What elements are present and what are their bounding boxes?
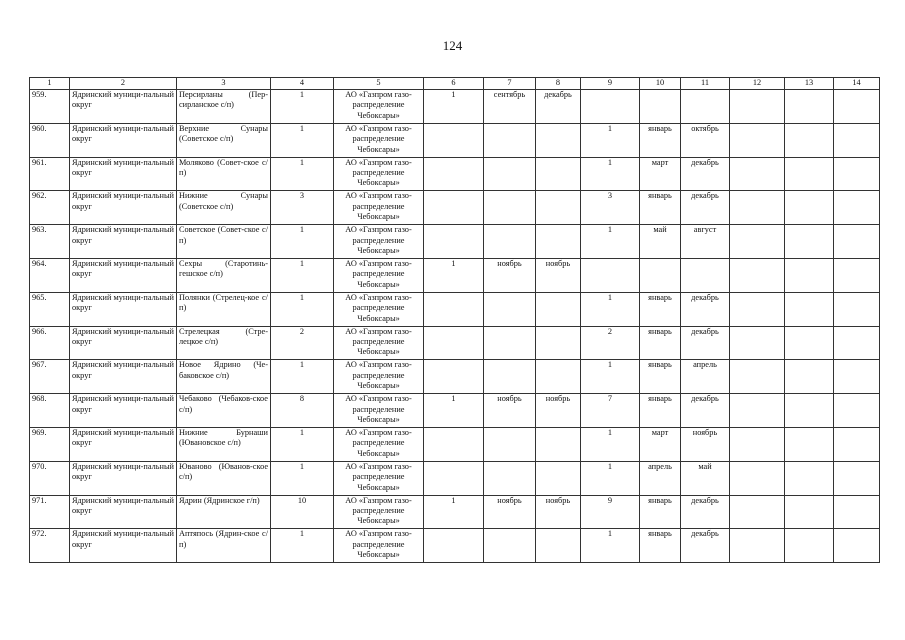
col8-cell [536, 326, 581, 360]
table-row [30, 225, 880, 259]
col9-cell: 1 [581, 225, 640, 259]
district-cell: Ядринский муници-пальный округ [70, 191, 177, 225]
col6-cell: 1 [424, 258, 484, 292]
district-cell: Ядринский муници-пальный округ [70, 360, 177, 394]
col10-cell: январь [640, 529, 681, 563]
col11-cell: декабрь [681, 326, 730, 360]
col11-cell [681, 90, 730, 124]
col6-cell [424, 461, 484, 495]
col11-cell: декабрь [681, 529, 730, 563]
col13-cell [785, 495, 834, 529]
col12-cell [730, 225, 785, 259]
organization-cell: АО «Газпром газо-распределение Чебоксары» [334, 258, 424, 292]
settlement-cell: Ядрин (Ядринское г/п) [177, 495, 271, 529]
column-header: 5 [334, 78, 424, 90]
col12-cell [730, 292, 785, 326]
col14-cell [834, 326, 880, 360]
col9-cell: 7 [581, 394, 640, 428]
quantity-cell: 1 [271, 360, 334, 394]
quantity-cell: 1 [271, 427, 334, 461]
col7-cell [484, 225, 536, 259]
row-number-cell: 969. [30, 427, 70, 461]
settlement-cell: Нижние Бурнаши (Ювановское с/п) [177, 427, 271, 461]
organization-cell: АО «Газпром газо-распределение Чебоксары» [334, 225, 424, 259]
col11-cell: декабрь [681, 394, 730, 428]
col10-cell: май [640, 225, 681, 259]
col10-cell: январь [640, 123, 681, 157]
table-row [30, 123, 880, 157]
table-row [30, 157, 880, 191]
organization-cell: АО «Газпром газо-распределение Чебоксары» [334, 123, 424, 157]
col9-cell: 1 [581, 461, 640, 495]
settlement-cell: Сехры (Старотинь-гешское с/п) [177, 258, 271, 292]
quantity-cell: 3 [271, 191, 334, 225]
district-cell: Ядринский муници-пальный округ [70, 123, 177, 157]
col14-cell [834, 123, 880, 157]
organization-cell: АО «Газпром газо-распределение Чебоксары» [334, 90, 424, 124]
col12-cell [730, 529, 785, 563]
col11-cell: ноябрь [681, 427, 730, 461]
column-header: 4 [271, 78, 334, 90]
col14-cell [834, 529, 880, 563]
col7-cell [484, 529, 536, 563]
district-cell: Ядринский муници-пальный округ [70, 157, 177, 191]
row-number-cell: 962. [30, 191, 70, 225]
header-row [30, 78, 880, 90]
quantity-cell: 10 [271, 495, 334, 529]
table-row [30, 461, 880, 495]
col6-cell [424, 191, 484, 225]
col12-cell [730, 123, 785, 157]
col6-cell [424, 157, 484, 191]
col14-cell [834, 157, 880, 191]
table-row [30, 258, 880, 292]
col12-cell [730, 495, 785, 529]
col7-cell [484, 461, 536, 495]
settlement-cell: Новое Ядрино (Че-баковское с/п) [177, 360, 271, 394]
settlement-cell: Моляково (Совет-ское с/п) [177, 157, 271, 191]
settlement-cell: Советское (Совет-ское с/п) [177, 225, 271, 259]
col8-cell [536, 461, 581, 495]
col8-cell [536, 292, 581, 326]
col7-cell [484, 360, 536, 394]
district-cell: Ядринский муници-пальный округ [70, 495, 177, 529]
quantity-cell: 8 [271, 394, 334, 428]
column-header: 9 [581, 78, 640, 90]
column-header: 11 [681, 78, 730, 90]
col11-cell: декабрь [681, 495, 730, 529]
col6-cell: 1 [424, 90, 484, 124]
col11-cell: декабрь [681, 191, 730, 225]
col11-cell: декабрь [681, 292, 730, 326]
col7-cell [484, 326, 536, 360]
quantity-cell: 1 [271, 529, 334, 563]
col12-cell [730, 90, 785, 124]
col10-cell [640, 90, 681, 124]
quantity-cell: 1 [271, 123, 334, 157]
col14-cell [834, 292, 880, 326]
table-row [30, 360, 880, 394]
col13-cell [785, 191, 834, 225]
col11-cell: май [681, 461, 730, 495]
organization-cell: АО «Газпром газо-распределение Чебоксары» [334, 461, 424, 495]
col14-cell [834, 495, 880, 529]
col13-cell [785, 90, 834, 124]
col10-cell [640, 258, 681, 292]
col9-cell: 1 [581, 360, 640, 394]
quantity-cell: 1 [271, 90, 334, 124]
table-row [30, 427, 880, 461]
col8-cell: ноябрь [536, 258, 581, 292]
col8-cell [536, 529, 581, 563]
col6-cell [424, 360, 484, 394]
settlement-cell: Полянки (Стрелец-кое с/п) [177, 292, 271, 326]
district-cell: Ядринский муници-пальный округ [70, 427, 177, 461]
col10-cell: март [640, 427, 681, 461]
row-number-cell: 965. [30, 292, 70, 326]
row-number-cell: 960. [30, 123, 70, 157]
col6-cell [424, 225, 484, 259]
col8-cell [536, 360, 581, 394]
col12-cell [730, 461, 785, 495]
col7-cell [484, 123, 536, 157]
district-cell: Ядринский муници-пальный округ [70, 394, 177, 428]
table-row [30, 191, 880, 225]
column-header: 7 [484, 78, 536, 90]
col13-cell [785, 157, 834, 191]
organization-cell: АО «Газпром газо-распределение Чебоксары» [334, 427, 424, 461]
col13-cell [785, 292, 834, 326]
col9-cell: 1 [581, 529, 640, 563]
col8-cell [536, 157, 581, 191]
col11-cell: декабрь [681, 157, 730, 191]
col10-cell: январь [640, 326, 681, 360]
settlement-cell: Нижние Сунары (Советское с/п) [177, 191, 271, 225]
column-header: 10 [640, 78, 681, 90]
col7-cell [484, 157, 536, 191]
col6-cell [424, 529, 484, 563]
col10-cell: январь [640, 191, 681, 225]
col8-cell: ноябрь [536, 394, 581, 428]
table-row [30, 529, 880, 563]
row-number-cell: 964. [30, 258, 70, 292]
row-number-cell: 970. [30, 461, 70, 495]
col14-cell [834, 461, 880, 495]
col7-cell: сентябрь [484, 90, 536, 124]
col11-cell [681, 258, 730, 292]
district-cell: Ядринский муници-пальный округ [70, 225, 177, 259]
row-number-cell: 968. [30, 394, 70, 428]
gasification-schedule-table [29, 77, 880, 563]
col14-cell [834, 427, 880, 461]
col6-cell [424, 427, 484, 461]
column-header: 12 [730, 78, 785, 90]
col10-cell: март [640, 157, 681, 191]
settlement-cell: Персирланы (Пер-сирланское с/п) [177, 90, 271, 124]
col7-cell [484, 427, 536, 461]
col6-cell [424, 326, 484, 360]
col7-cell [484, 191, 536, 225]
col9-cell: 1 [581, 292, 640, 326]
col13-cell [785, 394, 834, 428]
col8-cell [536, 191, 581, 225]
col9-cell: 9 [581, 495, 640, 529]
district-cell: Ядринский муници-пальный округ [70, 90, 177, 124]
organization-cell: АО «Газпром газо-распределение Чебоксары» [334, 360, 424, 394]
settlement-cell: Чебаково (Чебаков-ское с/п) [177, 394, 271, 428]
col13-cell [785, 225, 834, 259]
col10-cell: январь [640, 360, 681, 394]
district-cell: Ядринский муници-пальный округ [70, 258, 177, 292]
district-cell: Ядринский муници-пальный округ [70, 529, 177, 563]
quantity-cell: 1 [271, 292, 334, 326]
row-number-cell: 963. [30, 225, 70, 259]
district-cell: Ядринский муници-пальный округ [70, 292, 177, 326]
col7-cell: ноябрь [484, 394, 536, 428]
column-header: 14 [834, 78, 880, 90]
settlement-cell: Юваново (Юванов-ское с/п) [177, 461, 271, 495]
settlement-cell: Верхние Сунары (Советское с/п) [177, 123, 271, 157]
col7-cell [484, 292, 536, 326]
col12-cell [730, 258, 785, 292]
row-number-cell: 972. [30, 529, 70, 563]
col13-cell [785, 427, 834, 461]
settlement-cell: Стрелецкая (Стре-лецкое с/п) [177, 326, 271, 360]
row-number-cell: 966. [30, 326, 70, 360]
row-number-cell: 967. [30, 360, 70, 394]
quantity-cell: 1 [271, 157, 334, 191]
column-header: 8 [536, 78, 581, 90]
quantity-cell: 1 [271, 461, 334, 495]
table-row [30, 394, 880, 428]
col11-cell: октябрь [681, 123, 730, 157]
organization-cell: АО «Газпром газо-распределение Чебоксары» [334, 326, 424, 360]
quantity-cell: 1 [271, 258, 334, 292]
col14-cell [834, 360, 880, 394]
col14-cell [834, 258, 880, 292]
column-header: 2 [70, 78, 177, 90]
col9-cell: 1 [581, 427, 640, 461]
table-body [30, 90, 880, 563]
col13-cell [785, 123, 834, 157]
col10-cell: январь [640, 394, 681, 428]
table-row [30, 495, 880, 529]
col11-cell: август [681, 225, 730, 259]
col13-cell [785, 461, 834, 495]
col12-cell [730, 157, 785, 191]
district-cell: Ядринский муници-пальный округ [70, 461, 177, 495]
organization-cell: АО «Газпром газо-распределение Чебоксары» [334, 394, 424, 428]
col13-cell [785, 326, 834, 360]
column-header: 13 [785, 78, 834, 90]
col14-cell [834, 394, 880, 428]
page-number: 124 [442, 38, 463, 53]
organization-cell: АО «Газпром газо-распределение Чебоксары» [334, 157, 424, 191]
row-number-cell: 961. [30, 157, 70, 191]
organization-cell: АО «Газпром газо-распределение Чебоксары» [334, 529, 424, 563]
col9-cell: 3 [581, 191, 640, 225]
column-header: 1 [30, 78, 70, 90]
col12-cell [730, 360, 785, 394]
col7-cell: ноябрь [484, 258, 536, 292]
col8-cell [536, 123, 581, 157]
col9-cell [581, 90, 640, 124]
table-row [30, 326, 880, 360]
row-number-cell: 971. [30, 495, 70, 529]
organization-cell: АО «Газпром газо-распределение Чебоксары» [334, 191, 424, 225]
col12-cell [730, 191, 785, 225]
col13-cell [785, 529, 834, 563]
district-cell: Ядринский муници-пальный округ [70, 326, 177, 360]
col9-cell [581, 258, 640, 292]
col12-cell [730, 394, 785, 428]
quantity-cell: 2 [271, 326, 334, 360]
col6-cell: 1 [424, 394, 484, 428]
table-row [30, 90, 880, 124]
col10-cell: январь [640, 292, 681, 326]
col6-cell [424, 292, 484, 326]
col8-cell: ноябрь [536, 495, 581, 529]
col13-cell [785, 258, 834, 292]
col8-cell [536, 427, 581, 461]
column-header: 6 [424, 78, 484, 90]
column-header: 3 [177, 78, 271, 90]
col9-cell: 1 [581, 123, 640, 157]
col8-cell [536, 225, 581, 259]
organization-cell: АО «Газпром газо-распределение Чебоксары» [334, 495, 424, 529]
col14-cell [834, 90, 880, 124]
col13-cell [785, 360, 834, 394]
col10-cell: апрель [640, 461, 681, 495]
settlement-cell: Аптяпось (Ядрин-ское с/п) [177, 529, 271, 563]
col11-cell: апрель [681, 360, 730, 394]
col10-cell: январь [640, 495, 681, 529]
col12-cell [730, 326, 785, 360]
col8-cell: декабрь [536, 90, 581, 124]
col6-cell: 1 [424, 495, 484, 529]
col6-cell [424, 123, 484, 157]
col12-cell [730, 427, 785, 461]
col9-cell: 1 [581, 157, 640, 191]
table-row [30, 292, 880, 326]
row-number-cell: 959. [30, 90, 70, 124]
organization-cell: АО «Газпром газо-распределение Чебоксары» [334, 292, 424, 326]
col9-cell: 2 [581, 326, 640, 360]
col14-cell [834, 225, 880, 259]
col14-cell [834, 191, 880, 225]
col7-cell: ноябрь [484, 495, 536, 529]
quantity-cell: 1 [271, 225, 334, 259]
